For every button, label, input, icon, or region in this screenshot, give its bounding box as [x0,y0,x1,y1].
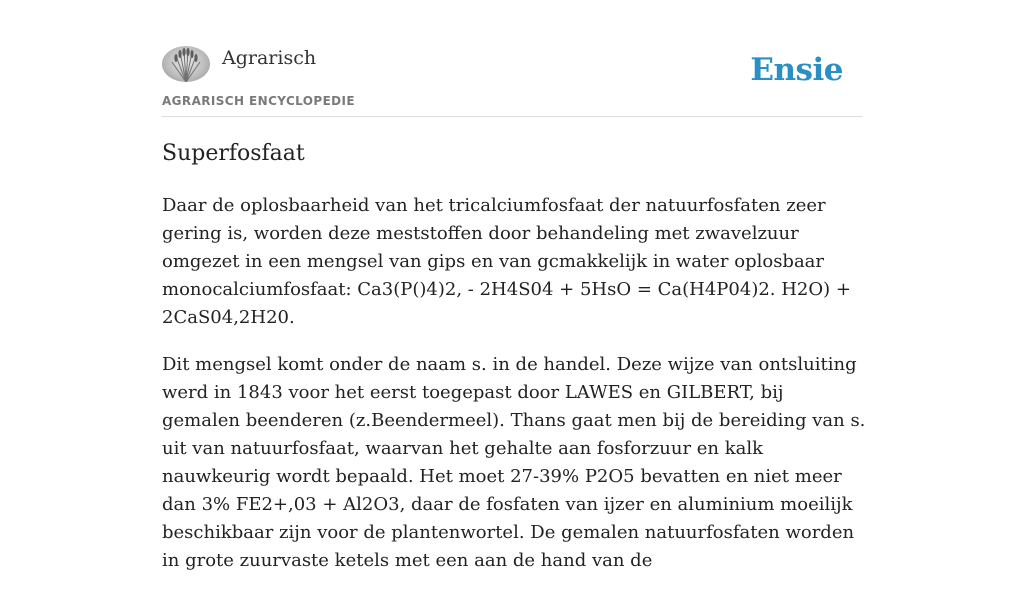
page-title: Superfosfaat [162,141,305,166]
wheat-sheaf-icon[interactable] [162,46,210,82]
paragraph: Dit mengsel komt onder de naam s. in de handel. Deze wijze van ontsluiting werd in 1843 voor het eerst toegepast door LAWES en GILBERT, bij gemalen beenderen (z.Beendermeel). Thans gaat men bij de bereiding van s. uit van natuurfosfaat, waarvan het gehalte aan fosforzuur en kalk nauwkeurig wordt bepaald. Het moet 27-39% P2O5 bevatten en niet meer dan 3% FE2+,03 + Al2O3, daar de fosfaten van ijzer en aluminium moeilijk beschikbaar zijn voor de plantenwortel. De gemalen natuurfosfaten worden in grote zuurvaste ketels met een aan de hand van de [162,354,866,571]
article-body [162,192,867,594]
site-name[interactable]: Agrarisch [222,47,317,69]
brand-logo[interactable]: Ensie [750,52,843,88]
site-header [162,46,862,117]
site-subtitle: AGRARISCH ENCYCLOPEDIE [162,94,355,108]
paragraph: Daar de oplosbaarheid van het tricalciumfosfaat der natuurfosfaten zeer gering is, worden deze meststoffen door behandeling met zwavelzuur omgezet in een mengsel van gips en van gcmakkelijk in water oplosbaar monocalciumfosfaat: Ca3(P()4)2, - 2H4S04 + 5HsO = Ca(H4P04)2. H2O) + 2CaS04,2H20. [162,195,851,328]
